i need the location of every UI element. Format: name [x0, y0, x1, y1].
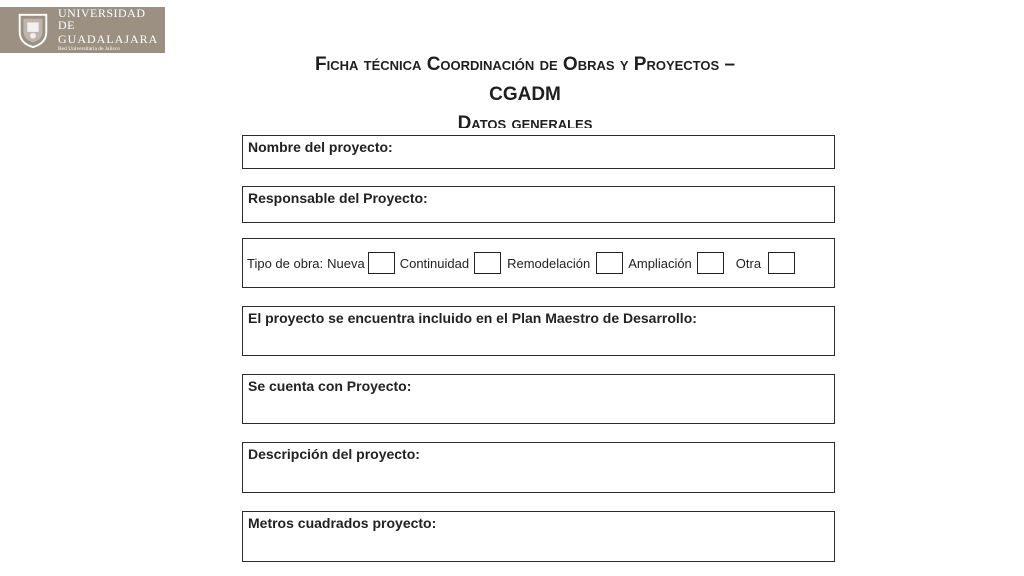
document-title: Ficha técnica Coordinación de Obras y Proyectos –: [314, 54, 736, 75]
field-label: Se cuenta con Proyecto:: [248, 378, 412, 394]
field-label: Responsable del Proyecto:: [248, 190, 428, 206]
option-label-nueva: Nueva: [327, 255, 365, 271]
field-label: Nombre del proyecto:: [248, 139, 393, 155]
checkbox-ampliacion[interactable]: [697, 252, 724, 274]
logo-line-1: UNIVERSIDAD DE: [58, 6, 146, 33]
checkbox-remodelacion[interactable]: [596, 252, 623, 274]
field-label: Descripción del proyecto:: [248, 446, 420, 462]
university-logo: [0, 7, 165, 53]
field-plan-maestro[interactable]: [242, 306, 835, 356]
checkbox-nueva[interactable]: [368, 252, 395, 274]
tipo-obra-label: Tipo de obra:: [247, 255, 324, 271]
university-seal-icon: [14, 11, 52, 49]
section-heading: Datos generales: [457, 114, 593, 128]
field-nombre-proyecto[interactable]: [242, 135, 835, 169]
option-label-ampliacion: Ampliación: [628, 255, 692, 271]
checkbox-continuidad[interactable]: [474, 252, 501, 274]
option-label-remodelacion: Remodelación: [507, 255, 591, 271]
field-metros-cuadrados[interactable]: [242, 511, 835, 562]
field-tipo-obra: [242, 238, 835, 288]
checkbox-otra[interactable]: [768, 252, 795, 274]
logo-line-3: Red Universitaria de Jalisco: [58, 46, 120, 53]
field-label: Metros cuadrados proyecto:: [248, 515, 437, 531]
option-label-otra: Otra: [735, 255, 762, 271]
field-descripcion[interactable]: [242, 442, 835, 493]
logo-line-2: GUADALAJARA: [58, 32, 159, 47]
field-label: El proyecto se encuentra incluido en el Plan Maestro de Desarrollo:: [248, 310, 697, 326]
field-cuenta-proyecto[interactable]: [242, 374, 835, 424]
field-responsable[interactable]: [242, 186, 835, 223]
document-title-acronym: CGADM: [489, 84, 561, 105]
option-label-continuidad: Continuidad: [399, 255, 470, 271]
